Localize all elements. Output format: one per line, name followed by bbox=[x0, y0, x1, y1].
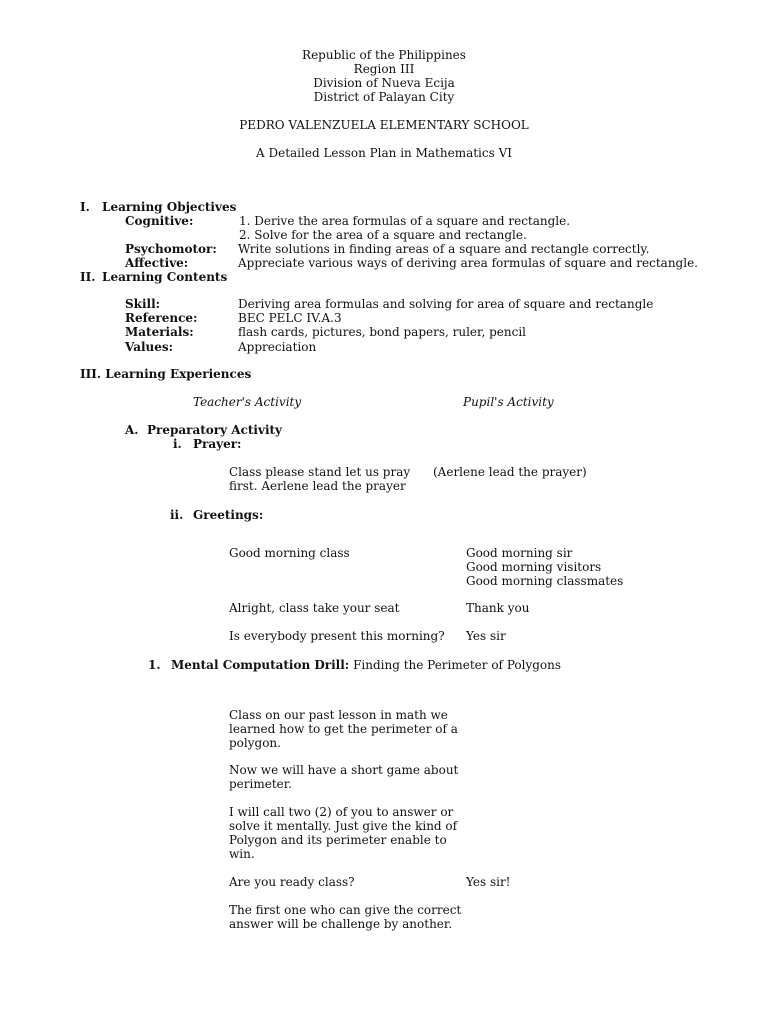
greet-pupil-2: Good morning visitors bbox=[466, 560, 602, 574]
greetings-numeral: ii. bbox=[170, 508, 184, 522]
drill-paragraph-1-line-2: learned how to get the perimeter of a bbox=[229, 722, 458, 736]
reference-label: Reference: bbox=[125, 311, 198, 325]
school-name: PEDRO VALENZUELA ELEMENTARY SCHOOL bbox=[239, 118, 529, 132]
drill-heading bbox=[171, 658, 561, 672]
page-title: A Detailed Lesson Plan in Mathematics VI bbox=[256, 146, 512, 160]
contents-heading: Learning Contents bbox=[102, 270, 228, 284]
prayer-pupil: (Aerlene lead the prayer) bbox=[433, 465, 587, 479]
prayer-heading: Prayer: bbox=[193, 437, 242, 451]
preparatory-letter: A. bbox=[125, 423, 139, 437]
pupil-activity-column: Pupil's Activity bbox=[463, 395, 554, 409]
present-pupil: Yes sir bbox=[466, 629, 506, 643]
drill-paragraph-1-line-3: polygon. bbox=[229, 736, 281, 750]
ready-pupil: Yes sir! bbox=[466, 875, 511, 889]
values-label: Values: bbox=[125, 340, 174, 354]
cognitive-objective-1: 1. Derive the area formulas of a square and rectangle. bbox=[239, 214, 571, 228]
skill-label: Skill: bbox=[125, 297, 161, 311]
preparatory-heading: Preparatory Activity bbox=[147, 423, 283, 437]
affective-objective: Appreciate various ways of deriving area formulas of square and rectangle. bbox=[238, 256, 698, 270]
seat-teacher: Alright, class take your seat bbox=[229, 601, 400, 615]
drill-paragraph-2-line-1: Now we will have a short game about bbox=[229, 763, 459, 777]
objectives-heading: Learning Objectives bbox=[102, 200, 237, 214]
ready-teacher: Are you ready class? bbox=[229, 875, 355, 889]
drill-paragraph-2-line-2: perimeter. bbox=[229, 777, 292, 791]
drill-paragraph-4-line-1: The first one who can give the correct bbox=[229, 903, 462, 917]
header-line-1: Republic of the Philippines bbox=[302, 48, 466, 62]
psychomotor-label: Psychomotor: bbox=[125, 242, 217, 256]
drill-paragraph-3-line-1: I will call two (2) of you to answer or bbox=[229, 805, 454, 819]
affective-label: Affective: bbox=[125, 256, 189, 270]
prayer-teacher-line-2: first. Aerlene lead the prayer bbox=[229, 479, 406, 493]
teacher-activity-column: Teacher's Activity bbox=[193, 395, 302, 409]
prayer-numeral: i. bbox=[173, 437, 182, 451]
seat-pupil: Thank you bbox=[466, 601, 530, 615]
drill-paragraph-1-line-1: Class on our past lesson in math we bbox=[229, 708, 448, 722]
reference-value: BEC PELC IV.A.3 bbox=[238, 311, 342, 325]
header-line-2: Region III bbox=[353, 62, 415, 76]
prayer-teacher-line-1: Class please stand let us pray bbox=[229, 465, 411, 479]
greet-pupil-3: Good morning classmates bbox=[466, 574, 624, 588]
drill-numeral: 1. bbox=[148, 658, 161, 672]
header-line-4: District of Palayan City bbox=[313, 90, 455, 104]
greet-teacher: Good morning class bbox=[229, 546, 350, 560]
cognitive-objective-2: 2. Solve for the area of a square and rectangle. bbox=[239, 228, 527, 242]
drill-title: Finding the Perimeter of Polygons bbox=[353, 658, 562, 672]
greet-pupil-1: Good morning sir bbox=[466, 546, 573, 560]
materials-label: Materials: bbox=[125, 325, 194, 339]
greetings-heading: Greetings: bbox=[193, 508, 264, 522]
contents-numeral: II. bbox=[80, 270, 96, 284]
header-line-3: Division of Nueva Ecija bbox=[313, 76, 455, 90]
psychomotor-objective: Write solutions in finding areas of a square and rectangle correctly. bbox=[238, 242, 650, 256]
drill-paragraph-3-line-4: win. bbox=[229, 847, 255, 861]
drill-paragraph-3-line-3: Polygon and its perimeter enable to bbox=[229, 833, 447, 847]
drill-paragraph-4-line-2: answer will be challenge by another. bbox=[229, 917, 453, 931]
skill-value: Deriving area formulas and solving for area of square and rectangle bbox=[238, 297, 654, 311]
drill-label: Mental Computation Drill: bbox=[171, 658, 350, 672]
cognitive-label: Cognitive: bbox=[125, 214, 194, 228]
values-value: Appreciation bbox=[238, 340, 317, 354]
experiences-heading: III. Learning Experiences bbox=[80, 367, 252, 381]
drill-paragraph-3-line-2: solve it mentally. Just give the kind of bbox=[229, 819, 458, 833]
objectives-numeral: I. bbox=[80, 200, 90, 214]
materials-value: flash cards, pictures, bond papers, ruler, pencil bbox=[238, 325, 526, 339]
present-teacher: Is everybody present this morning? bbox=[229, 629, 445, 643]
